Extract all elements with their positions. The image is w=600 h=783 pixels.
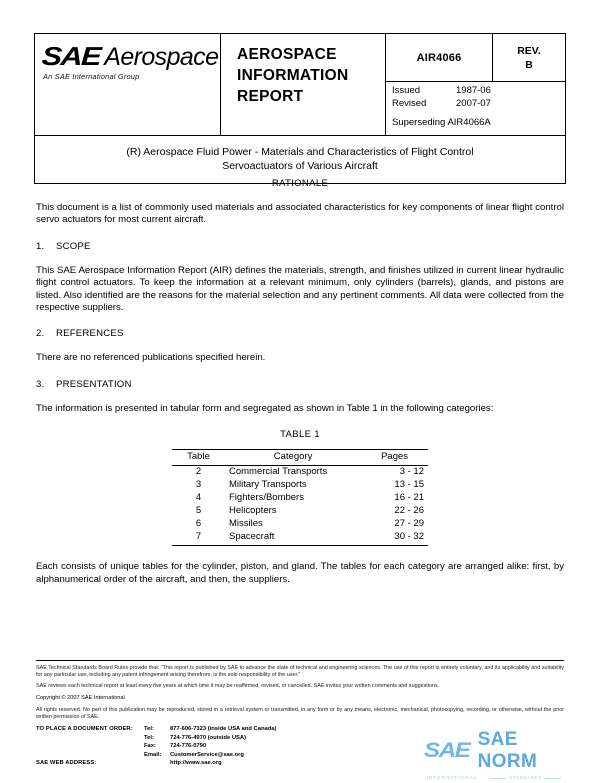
sae-international-label: INTERNATIONAL — [426, 775, 478, 781]
section-number-2: 2. — [36, 328, 45, 340]
cell-category: Missiles — [229, 517, 263, 529]
order-label: TO PLACE A DOCUMENT ORDER: — [36, 726, 133, 733]
section-title-3: PRESENTATION — [56, 378, 132, 390]
cell-table-number: 3 — [195, 479, 202, 491]
rationale-heading: RATIONALE — [271, 178, 329, 189]
contact-key-fax: Fax: — [144, 743, 156, 750]
revised-label: Revised — [392, 97, 427, 109]
cell-table-number: 6 — [195, 517, 202, 529]
table-1-head — [172, 450, 428, 466]
cell-pages: 27 - 29 — [394, 517, 424, 529]
table-row — [172, 466, 428, 479]
contact-value-tel-2: 724-776-4970 (outside USA) — [170, 734, 247, 741]
document-number-row — [386, 34, 565, 82]
section-title-1: SCOPE — [56, 240, 91, 252]
revision-value: B — [525, 58, 533, 71]
document-type-line-2: INFORMATION — [237, 67, 349, 84]
issued-label: Issued — [392, 85, 420, 96]
cell-pages: 3 - 12 — [399, 466, 424, 478]
cell-table-number: 5 — [195, 504, 202, 516]
revised-value: 2007-07 — [456, 97, 491, 109]
logo-cell — [35, 34, 221, 135]
review-note-text: SAE reviews each technical report at least every five years at which time it may be reaffirmed, revised, or cancelled. SAE invites your written comments and suggestions. — [36, 683, 440, 690]
cell-pages: 13 - 15 — [394, 479, 424, 491]
presentation-paragraph: The information is presented in tabular form and segregated as shown in Table 1 in the following categories: — [36, 402, 494, 414]
section-number-1: 1. — [36, 240, 45, 252]
divider-dash-right — [545, 778, 561, 779]
contact-key-tel-1: Tel: — [144, 726, 154, 733]
section-number-3: 3. — [36, 378, 45, 390]
cell-pages: 16 - 21 — [394, 492, 424, 504]
aerospace-wordmark: Aerospace — [104, 43, 219, 71]
subtitle-line-2: Servoactuators of Various Aircraft — [222, 160, 378, 172]
cell-category: Commercial Transports — [229, 466, 328, 478]
table-row — [172, 505, 428, 518]
table-row — [172, 518, 428, 531]
cell-table-number: 2 — [195, 466, 202, 478]
rights-reserved-text: All rights reserved. No part of this publication may be reproduced, stored in a retrieval system or transmitted, in any form or by any means, electronic, mechanical, photocopying, recording, or otherwise, without the prior written permission of SAE. — [36, 707, 564, 721]
rationale-paragraph: This document is a list of commonly used materials and associated characteristics for key components of linear flight control servo actuators for most current aircraft. — [36, 202, 564, 226]
web-key-spacer — [144, 759, 170, 767]
revision-label: REV. — [517, 44, 541, 57]
cell-category: Helicopters — [229, 504, 277, 516]
order-label-spacer — [36, 734, 144, 742]
table-1 — [172, 449, 428, 546]
rule-cell — [172, 546, 225, 547]
section-heading-presentation — [36, 379, 564, 390]
table-row — [172, 492, 428, 505]
cell-table-number: 7 — [195, 530, 202, 542]
contact-value-email[interactable]: CustomerService@sae.org — [170, 751, 244, 758]
table-1-bottom-rule — [172, 546, 428, 547]
rule-cell — [361, 546, 428, 547]
logo-tagline: An SAE International Group — [43, 72, 140, 81]
section-title-2: REFERENCES — [56, 328, 124, 340]
superseding-row: Superseding AIR4066A — [392, 117, 491, 128]
table-1-header-row — [172, 450, 428, 466]
scope-paragraph: This SAE Aerospace Information Report (AIR) defines the materials, strength, and finishes utilized in current linear hydraulic flight control actuators. To keep the information at a relevant minimum, only cylinders (barrels), glands, and pistons are listed. Also identified are the reasons for the material selection and any pertinent comments. All data were collected from the respective suppliers. — [36, 264, 564, 314]
document-type-line-1: AEROSPACE — [237, 46, 337, 63]
document-body — [36, 178, 564, 600]
subtitle-line-1: (R) Aerospace Fluid Power - Materials and Characteristics of Flight Control — [126, 146, 474, 158]
cell-table-number: 4 — [195, 492, 202, 504]
contact-value-tel-1: 877-606-7323 (inside USA and Canada) — [170, 726, 277, 733]
document-type-line-3: REPORT — [237, 88, 304, 105]
board-rules-text: SAE Technical Standards Board Rules provide that: “This report is published by SAE to advance the state of technical and engineering sciences. The use of this report is entirely voluntary, and its applicability and suitability for any particular use, including any patent infringement arising therefrom, is the sole responsibility of the user.” — [36, 665, 564, 679]
table-1-header-category: Category — [225, 450, 361, 466]
table-1-caption: TABLE 1 — [280, 429, 320, 441]
contact-key-tel-2: Tel: — [144, 734, 154, 741]
cell-category: Fighters/Bombers — [229, 492, 304, 504]
issued-line — [392, 85, 565, 98]
section-heading-references — [36, 328, 564, 339]
table-1-foot — [172, 546, 428, 547]
title-block — [34, 33, 566, 184]
cell-pages: 30 - 32 — [394, 530, 424, 542]
logo-main-line — [41, 43, 220, 70]
copyright-text: Copyright © 2007 SAE International — [36, 694, 125, 701]
section-heading-scope — [36, 241, 564, 252]
web-address-value[interactable]: http://www.sae.org — [170, 760, 222, 767]
cell-category: Spacecraft — [229, 530, 275, 542]
document-type-cell — [221, 34, 386, 135]
table-1-header-table: Table — [172, 450, 225, 466]
table-1-body — [172, 466, 428, 546]
document-meta-cell — [386, 34, 565, 135]
page-footer — [36, 660, 564, 781]
sae-norm-wordmark-icon: SAE — [424, 739, 470, 763]
dates-row — [386, 82, 565, 112]
norm-logo-main — [424, 729, 564, 773]
norm-standards-text: STANDARDS — [509, 775, 542, 781]
references-paragraph: There are no referenced publications specified herein. — [36, 352, 266, 364]
footer-divider — [36, 660, 564, 661]
revised-line — [392, 98, 565, 111]
contact-key-email: Email: — [144, 751, 162, 758]
sae-wordmark-icon: SAE — [40, 41, 101, 71]
document-subtitle — [35, 135, 565, 183]
contact-value-fax: 724-776-0790 — [170, 743, 207, 750]
cell-pages: 22 - 26 — [394, 504, 424, 516]
cell-category: Military Transports — [229, 479, 307, 491]
web-address-label: SAE WEB ADDRESS: — [36, 760, 97, 767]
divider-dash-left — [490, 778, 506, 779]
table-row — [172, 531, 428, 546]
issued-value: 1987-06 — [456, 85, 491, 96]
sae-norm-text: SAE NORM — [477, 729, 538, 773]
order-label-spacer — [36, 751, 144, 759]
document-number: AIR4066 — [386, 34, 493, 81]
order-information — [36, 725, 564, 781]
sae-norm-logo — [424, 729, 564, 781]
sae-aerospace-logo — [41, 43, 220, 80]
table-row — [172, 479, 428, 492]
closing-paragraph: Each consists of unique tables for the cylinder, piston, and gland. The tables for each category are arranged alike: first, by alphanumerical order of the aircraft, and then, the suppliers. — [36, 561, 564, 585]
table-1-header-pages: Pages — [361, 450, 428, 466]
rule-cell — [225, 546, 361, 547]
order-label-spacer — [36, 742, 144, 750]
revision-cell — [493, 34, 565, 81]
title-block-top-row — [35, 34, 565, 135]
